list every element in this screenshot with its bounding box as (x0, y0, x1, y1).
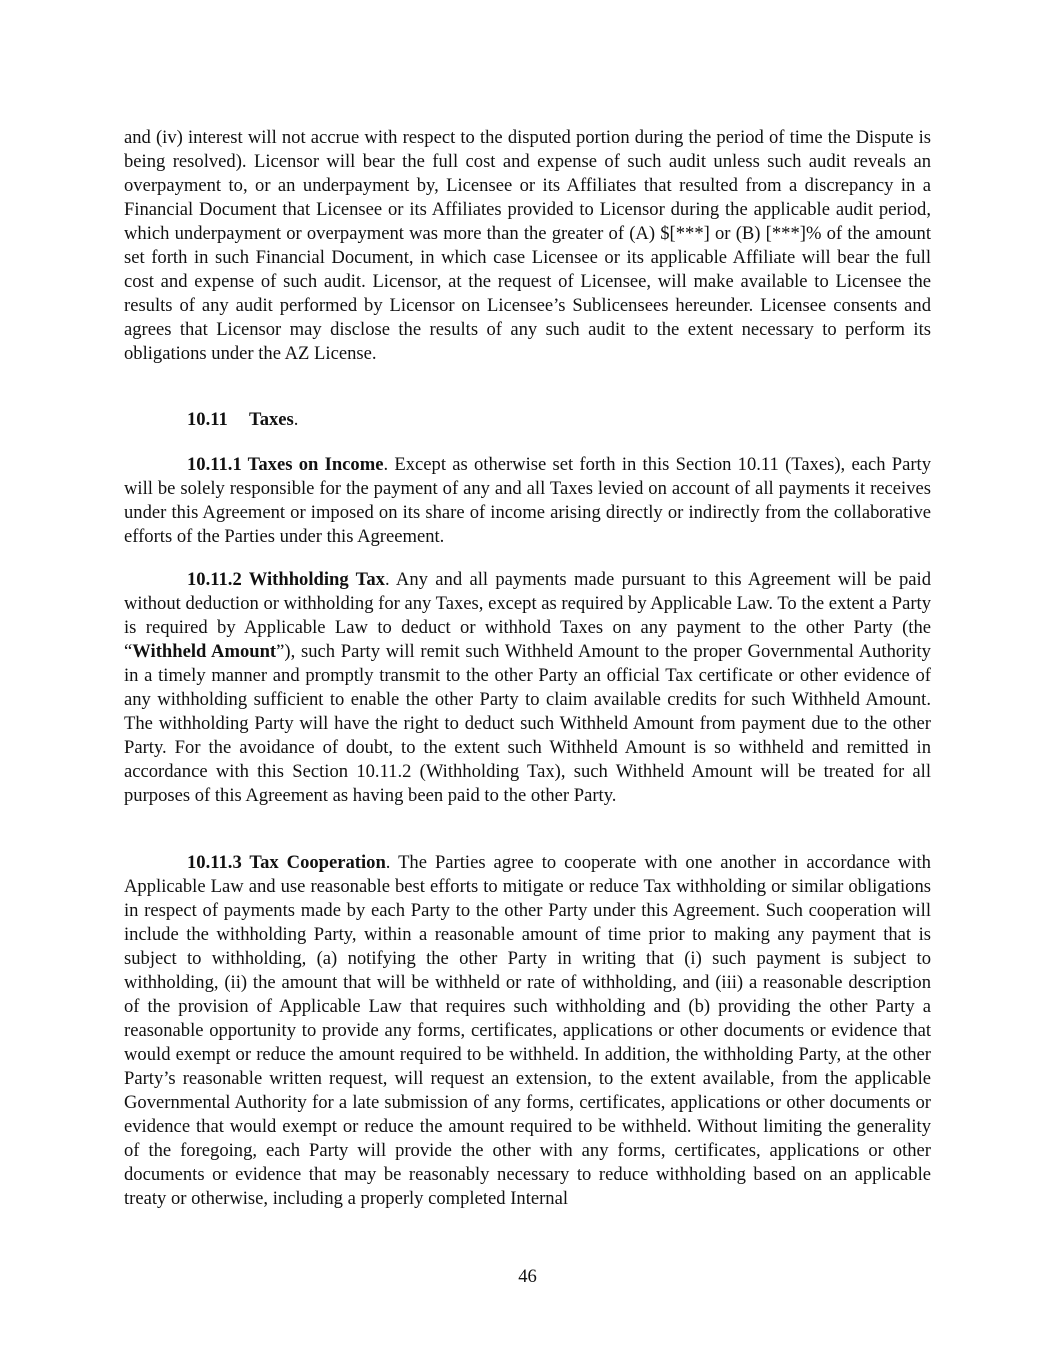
subsection-text-after: ”), such Party will remit such Withheld Amount to the proper Governmental Authority in a timely manner and promptly transmit to the other Party an official Tax certificate or other evidence of any withholding sufficient to enable the other Party to claim available credits for such Withheld Amount. The withholding Party will have the right to deduct such Withheld Amount from payment due to the other Party. For the avoidance of doubt, to the extent such Withheld Amount is so withheld and remitted in accordance with this Section 10.11.2 (Withholding Tax), such Withheld Amount will be treated for all purposes of this Agreement as having been paid to the other Party. (124, 641, 931, 806)
section-title-period: . (293, 409, 299, 430)
subsection-heading: 10.11.1 Taxes on Income (187, 454, 384, 475)
section-title: Taxes (249, 409, 294, 430)
paragraph-tax-cooperation (124, 851, 931, 1211)
subsection-heading: 10.11.2 Withholding Tax (187, 569, 385, 590)
paragraph-text: and (iv) interest will not accrue with respect to the disputed portion during the period of time the Dispute is being resolved). Licensor will bear the full cost and expense of such audit unless such audit reveals an overpayment to, or an underpayment by, Licensee or its Affiliates that resulted from a discrepancy in a Financial Document that Licensee or its Affiliates provided to Licensor during the applicable audit period, which underpayment or overpayment was more than the greater of (A) $[***] or (B) [***]% of the amount set forth in such Financial Document, in which case Licensee or its applicable Affiliate will bear the full cost and expense of such audit. Licensor, at the request of Licensee, will make available to Licensee the results of any audit performed by Licensor on Licensee’s Sublicensees hereunder. Licensee consents and agrees that Licensor may disclose the results of any such audit to the extent necessary to perform its obligations under the AZ License. (124, 127, 931, 364)
subsection-text: . The Parties agree to cooperate with one another in accordance with Applicable Law and use reasonable best efforts to mitigate or reduce Tax withholding or similar obligations in respect of payments made by each Party to the other Party under this Agreement. Such cooperation will include the withholding Party, within a reasonable amount of time prior to making any payment that is subject to withholding, (a) notifying the other Party in writing that (i) such payment is subject to withholding, (ii) the amount that will be withheld or rate of withholding, and (iii) a reasonable description of the provision of Applicable Law that requires such withholding and (b) providing the other Party a reasonable opportunity to provide any forms, certificates, applications or other documents or evidence that would exempt or reduce the amount required to be withheld. In addition, the withholding Party, at the other Party’s reasonable written request, will request an extension, to the extent available, from the applicable Governmental Authority for a late submission of any forms, certificates, applications or other documents or evidence that would exempt or reduce the amount required to be withheld. Without limiting the generality of the foregoing, each Party will provide the other with any forms, certificates, applications or other documents or evidence that may be reasonably necessary to reduce withholding based on an applicable treaty or otherwise, including a properly completed Internal (124, 852, 931, 1209)
section-number: 10.11 (187, 409, 228, 430)
page-number: 46 (518, 1266, 537, 1287)
subsection-text-before: . Any and all payments made pursuant to this Agreement will be paid without deduction or withholding for any Taxes, except as required by Applicable Law. To the extent a Party is required by Applicable Law to deduct or withhold Taxes on any payment to the other Party (the “ (124, 569, 931, 662)
section-heading-10-11 (124, 408, 931, 432)
paragraph-taxes-on-income (124, 453, 931, 549)
paragraph-audit-continuation (124, 126, 931, 366)
paragraph-withholding-tax (124, 568, 931, 808)
subsection-text: . Except as otherwise set forth in this Section 10.11 (Taxes), each Party will be solely responsible for the payment of any and all Taxes levied on account of all payments it receives under this Agreement or imposed on its share of income arising directly or indirectly from the collaborative efforts of the Parties under this Agreement. (124, 454, 931, 547)
subsection-heading: 10.11.3 Tax Cooperation (187, 852, 386, 873)
defined-term: Withheld Amount (132, 641, 277, 662)
